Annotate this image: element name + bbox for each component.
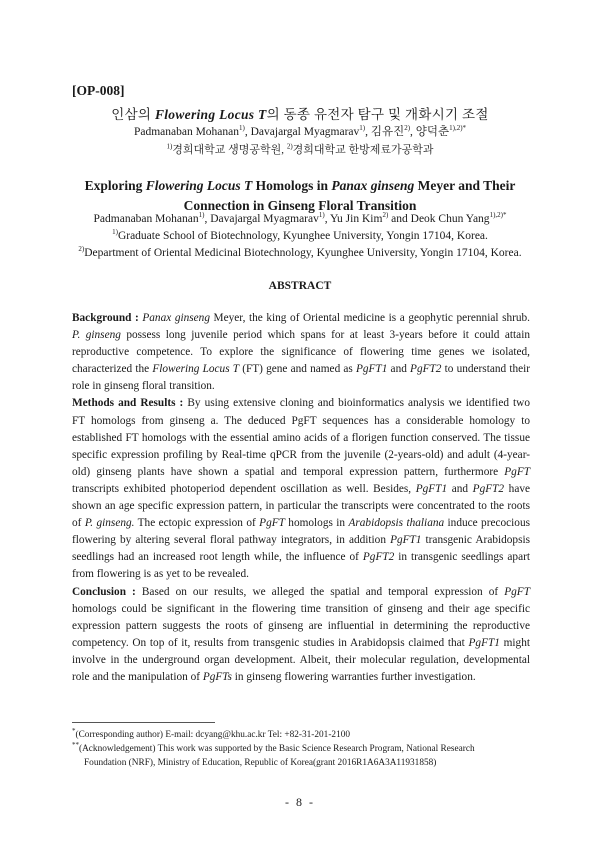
italic-term: PgFT1	[390, 534, 422, 547]
italic-term: P. ginseng.	[84, 517, 135, 530]
ko-affil-2: 경희대학교 한방제료가공학과	[292, 144, 434, 156]
author-separator: ,	[365, 126, 371, 138]
korean-title-post: 의 동종 유전자 탐구 및 개화시기 조절	[266, 107, 489, 122]
abstract-heading: ABSTRACT	[268, 280, 332, 292]
italic-term: PgFTs	[202, 670, 232, 683]
english-authors	[0, 213, 600, 225]
italic-term: PgFT	[259, 517, 285, 530]
paper-code: [OP-008]	[72, 83, 125, 98]
methods-text	[72, 397, 530, 580]
background-label: Background :	[72, 312, 143, 324]
footnote-divider	[72, 722, 215, 723]
text-run: and	[447, 482, 473, 495]
author-separator: ,	[324, 213, 331, 225]
author-name: Padmanaban Mohanan	[133, 126, 240, 138]
en-affil-text-1: Graduate School of Biotechnology, Kyunghee University, Yongin 17104, Korea.	[117, 230, 488, 242]
author-name: 김유진	[370, 126, 405, 138]
ko-affil-sup-1: 1)	[166, 142, 173, 151]
italic-term: Panax ginseng	[142, 312, 210, 324]
abstract-body	[72, 310, 530, 686]
footnote-acknowledgement	[72, 742, 532, 770]
korean-affiliations	[0, 141, 600, 157]
italic-term: PgFT2	[472, 482, 505, 495]
korean-title-italic: Flowering Locus T	[154, 107, 267, 122]
background-paragraph	[72, 310, 530, 395]
en-title-part: Flowering Locus T	[145, 178, 253, 193]
text-run: might involve in the underground organ development. Albeit, their molecular regulation, developmental role and the manipulation of	[72, 636, 530, 683]
author-separator: ,	[204, 213, 211, 225]
en-title-part: Exploring	[84, 178, 146, 193]
background-text	[72, 312, 530, 392]
conclusion-text	[72, 586, 530, 683]
author-affiliation-mark: 1)	[318, 211, 325, 220]
author-separator: ,	[244, 126, 251, 138]
fn2-mark: **	[72, 740, 79, 749]
author-affiliation-mark: 1),2)*	[449, 124, 467, 133]
italic-term: PgFT2	[362, 551, 395, 564]
text-run: to understand their role in ginseng floral transition.	[72, 363, 531, 393]
en-affil-sup-2: 2)	[78, 245, 85, 254]
author-name: Davajargal Myagmarav	[210, 213, 319, 225]
text-run: transcripts exhibited photoperiod dependent oscillation as well. Besides,	[72, 482, 416, 495]
methods-label: Methods and Results :	[72, 397, 188, 410]
text-run: (FT) gene and named as	[239, 363, 356, 376]
text-run: By using extensive cloning and bioinformatics analysis we identified two FT homologs from ginseng a. The deduced PgFT sequences has a considerable homology to established FT homologs with the essential amino acids of a florigen function conserved. The tissue specific expression profiling by Real-time qPCR from the juvenile (2-years-old) and adult (4-year-old) ginseng plants have shown a spatial and temporal expression pattern, furthermore	[72, 397, 530, 478]
text-run: transgenic Arabidopsis seedlings had an increased root length while, the influence of	[72, 534, 530, 564]
korean-authors	[0, 123, 600, 139]
english-affiliation-2	[0, 247, 600, 259]
footnote-corresponding	[72, 728, 532, 742]
italic-term: PgFT	[504, 585, 530, 598]
author-name: Davajargal Myagmarav	[250, 126, 360, 138]
page-number: - 8 -	[285, 795, 315, 809]
en-affil-sup-1: 1)	[112, 228, 118, 237]
author-affiliation-mark: 1)	[359, 124, 366, 133]
text-run: in transgenic seedlings apart from flowering is as yet to be revealed.	[72, 551, 530, 581]
author-affiliation-mark: 2)	[404, 124, 411, 133]
author-affiliation-mark: 1),2)*	[489, 211, 507, 220]
author-separator: and	[388, 213, 411, 225]
text-run: have shown an age specific expression pattern, in particular the transcripts were concentrated to the roots of	[72, 482, 531, 530]
en-title-part: Homologs in	[252, 178, 332, 193]
en-title-part: Meyer and Their Connection in Ginseng Floral Transition	[183, 178, 516, 213]
text-run: possess long juvenile period which spans for at least 3-years before it could attain reproductive competence. To explore the significance of flowering time genes we isolated, characterized the	[72, 329, 530, 376]
author-name: Deok Chun Yang	[410, 213, 490, 225]
en-affil-text-2: Department of Oriental Medicinal Biotechnology, Kyunghee University, Yongin 17104, Korea.	[84, 247, 522, 259]
fn2-text-a: (Acknowledgement) This work was supported by the Basic Science Research Program, National Research	[79, 744, 475, 754]
text-run: induce precocious flowering by altering several floral pathway integrators, in addition	[72, 517, 530, 547]
author-affiliation-mark: 1)	[198, 211, 205, 220]
english-affiliation-1	[0, 230, 600, 242]
text-run: homologs in	[284, 517, 349, 530]
text-run: The ectopic expression of	[134, 517, 260, 530]
italic-term: PgFT1	[415, 482, 448, 495]
text-run: in ginseng flowering warranties further investigation.	[231, 670, 476, 683]
italic-term: PgFT1	[468, 636, 500, 649]
methods-paragraph	[72, 395, 530, 583]
text-run: Meyer, the king of Oriental medicine is a geophytic perennial shrub.	[209, 312, 531, 324]
author-affiliation-mark: 2)	[382, 211, 389, 220]
italic-term: Arabidopsis thaliana	[348, 517, 445, 530]
korean-title-pre: 인삼의	[111, 107, 155, 122]
ko-affil-sup-2: 2)	[286, 142, 293, 151]
fn2-text-b: Foundation (NRF), Ministry of Education, Republic of Korea(grant 2016R1A6A3A11931858)	[84, 758, 437, 768]
en-title-part: Panax ginseng	[331, 178, 415, 193]
conclusion-paragraph	[72, 584, 530, 687]
fn1-text: (Corresponding author) E-mail: dcyang@khu.ac.kr Tel: +82-31-201-2100	[75, 730, 351, 740]
italic-term: PgFT2	[410, 363, 442, 376]
author-affiliation-mark: 1)	[239, 124, 245, 133]
author-name: Padmanaban Mohanan	[93, 213, 199, 225]
text-run: Based on our results, we alleged the spatial and temporal expression of	[141, 585, 505, 598]
text-run: and	[387, 363, 411, 376]
english-title	[60, 176, 540, 216]
ko-affil-1: 경희대학교 생명공학원,	[172, 144, 287, 156]
author-name: Yu Jin Kim	[330, 213, 383, 225]
conclusion-label: Conclusion :	[72, 585, 142, 598]
fn1-mark: *	[72, 726, 76, 735]
italic-term: P. ginseng	[72, 329, 121, 342]
text-run: homologs could be significant in the flowering time transition of ginseng and their age specific expression pattern suggests the roots of ginseng are influential in determining the reproductive competency. On top of it, results from transgenic studies in Arabidopsis claimed that	[72, 602, 530, 649]
author-separator: ,	[410, 126, 416, 138]
italic-term: PgFT	[504, 465, 530, 478]
korean-title	[0, 103, 600, 123]
author-name: 양덕춘	[415, 126, 450, 138]
italic-term: PgFT1	[355, 363, 388, 376]
italic-term: Flowering Locus T	[152, 363, 240, 376]
